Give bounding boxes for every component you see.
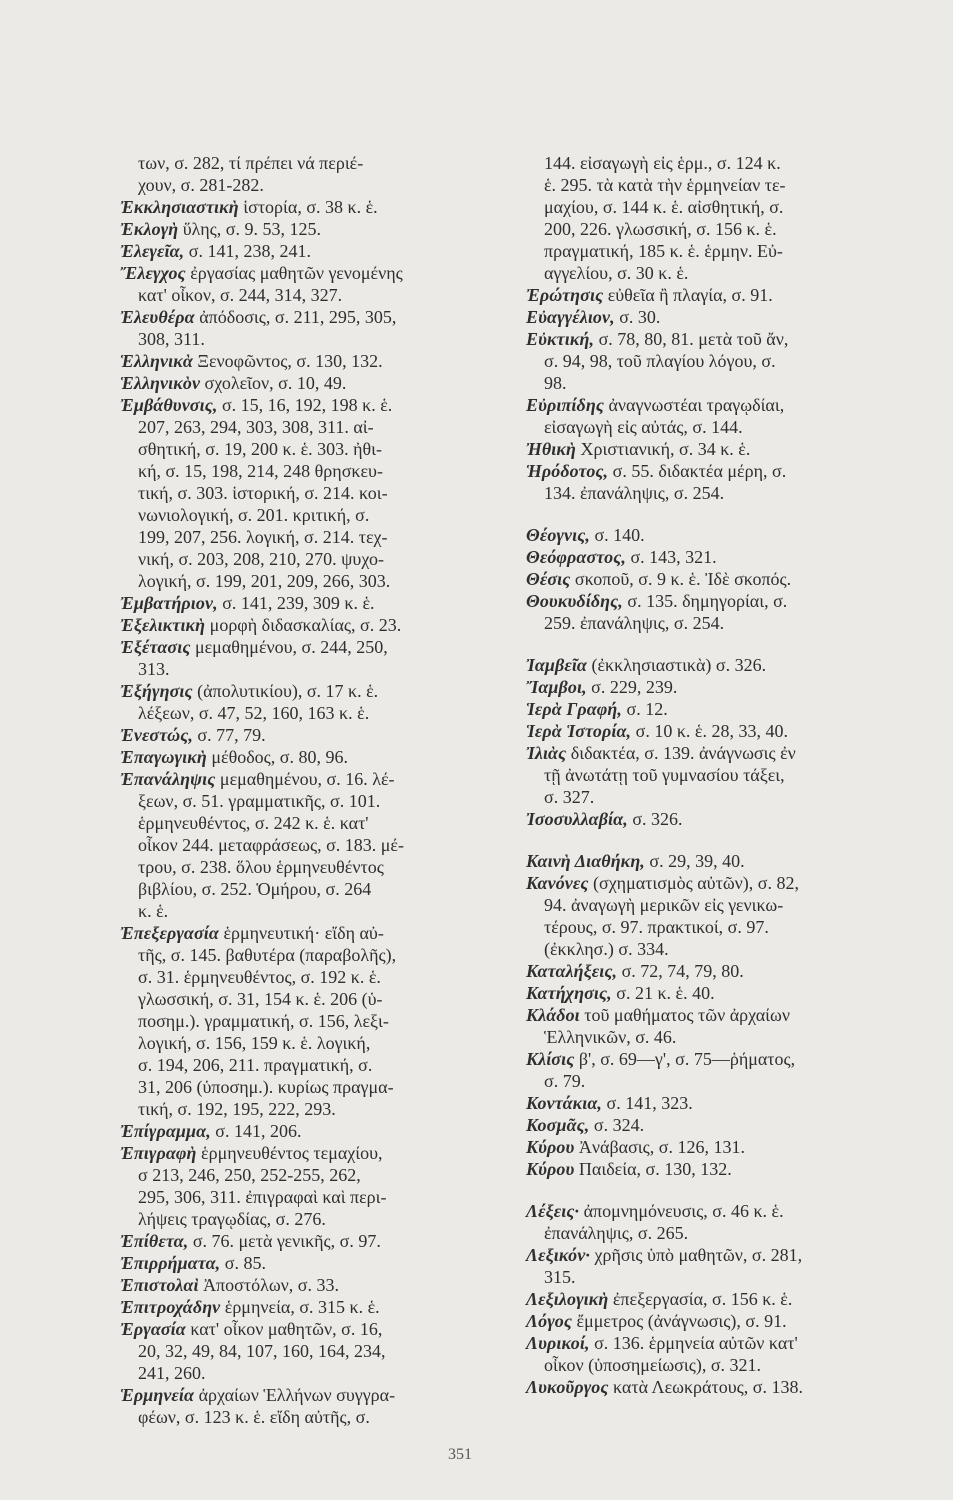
- index-continuation-line: [120, 328, 478, 350]
- index-continuation-line: [120, 1054, 478, 1076]
- index-entry-text: ἱστορία, σ. 38 κ. ἑ.: [243, 197, 378, 217]
- index-headword: Εὐριπίδης: [526, 395, 604, 415]
- index-entry-text: τῆς, σ. 145. βαθυτέρα (παραβολῆς),: [138, 945, 397, 965]
- index-entry-line: [120, 1274, 478, 1296]
- index-entry-text: πραγματική, 185 κ. ἑ. ἑρμην. Εὐ-: [544, 241, 783, 261]
- index-entry-text: λέξεων, σ. 47, 52, 160, 163 κ. ἑ.: [138, 703, 370, 723]
- index-headword: Θεόφραστος,: [526, 547, 626, 567]
- index-entry-text: ἑρμηνευθέντος, σ. 242 κ. ἑ. κατ': [138, 813, 369, 833]
- index-continuation-line: [120, 482, 478, 504]
- index-entry-line: [526, 808, 874, 830]
- index-continuation-line: [526, 894, 874, 916]
- index-headword: Καινὴ Διαθήκη,: [526, 851, 645, 871]
- index-continuation-line: [526, 196, 874, 218]
- index-entry-text: 199, 207, 256. λογική, σ. 214. τεχ-: [138, 527, 388, 547]
- index-headword: Ἡρόδοτος,: [526, 461, 609, 481]
- index-entry-text: σ. 143, 321.: [630, 547, 717, 567]
- index-entry-text: Ἑλληνικῶν, σ. 46.: [544, 1027, 677, 1047]
- index-continuation-line: [120, 878, 478, 900]
- index-entry-text: 94. ἀναγωγὴ μερικῶν εἰς γενικω-: [544, 895, 784, 915]
- index-entry-line: [526, 1114, 874, 1136]
- index-entry-text: κατὰ Λεωκράτους, σ. 138.: [613, 1377, 803, 1397]
- index-entry-text: διδακτέα, σ. 139. ἀνάγνωσις ἐν: [570, 743, 796, 763]
- index-entry-text: 259. ἐπανάληψις, σ. 254.: [544, 613, 725, 633]
- index-entry-line: [526, 720, 874, 742]
- index-continuation-line: [526, 786, 874, 808]
- index-entry-line: [526, 1376, 874, 1398]
- index-entry-text: μεμαθημένου, σ. 244, 250,: [194, 637, 388, 657]
- index-continuation-line: [120, 966, 478, 988]
- index-continuation-line: [526, 482, 874, 504]
- index-headword: Λεξικόν·: [526, 1245, 590, 1265]
- index-entry-text: Ἀποστόλων, σ. 33.: [203, 1275, 340, 1295]
- index-entry-text: τοῦ μαθήματος τῶν ἀρχαίων: [584, 1005, 790, 1025]
- index-entry-text: ἐπανάληψις, σ. 265.: [544, 1223, 689, 1243]
- index-continuation-line: [120, 1098, 478, 1120]
- index-entry-text: σ. 85.: [224, 1253, 266, 1273]
- index-continuation-line: [120, 1010, 478, 1032]
- index-continuation-line: [526, 612, 874, 634]
- index-entry-text: σ. 140.: [594, 525, 645, 545]
- index-entry-line: [526, 1288, 874, 1310]
- index-entry-text: σ. 135. δημηγορίαι, σ.: [627, 591, 788, 611]
- index-continuation-line: [120, 812, 478, 834]
- index-entry-text: των, σ. 282, τί πρέπει νά περιέ-: [138, 153, 364, 173]
- index-continuation-line: [526, 262, 874, 284]
- index-entry-text: ἔμμετρος (ἀνάγνωσις), σ. 91.: [576, 1311, 787, 1331]
- index-entry-line: [526, 590, 874, 612]
- index-entry-line: [526, 460, 874, 482]
- index-entry-line: [526, 1244, 874, 1266]
- index-headword: Ἠθικὴ: [526, 439, 577, 459]
- index-entry-line: [120, 372, 478, 394]
- index-continuation-line: [526, 350, 874, 372]
- index-entry-line: [526, 1200, 874, 1222]
- index-entry-text: σ. 324.: [593, 1115, 645, 1135]
- index-headword: Ἴαμβοι,: [526, 677, 587, 697]
- index-entry-text: μέθοδος, σ. 80, 96.: [211, 747, 349, 767]
- index-entry-text: (σχηματισμὸς αὐτῶν), σ. 82,: [593, 873, 799, 893]
- index-entry-line: [526, 1332, 874, 1354]
- index-entry-line: [120, 240, 478, 262]
- index-continuation-line: [526, 916, 874, 938]
- index-headword: Κλίσις: [526, 1049, 575, 1069]
- index-entry-text: τρου, σ. 238. ὅλου ἑρμηνευθέντος: [138, 857, 384, 877]
- index-continuation-line: [120, 988, 478, 1010]
- index-entry-text: 313.: [138, 659, 170, 679]
- index-headword: Ἐνεστώς,: [120, 725, 193, 745]
- index-entry-text: 207, 263, 294, 303, 308, 311. αἰ-: [138, 417, 374, 437]
- index-headword: Ἐπανάληψις: [120, 769, 216, 789]
- index-headword: Ἐμβατήριον,: [120, 593, 218, 613]
- index-entry-text: Ἀνάβασις, σ. 126, 131.: [578, 1137, 745, 1157]
- index-continuation-line: [526, 764, 874, 786]
- index-continuation-line: [120, 548, 478, 570]
- index-continuation-line: [120, 152, 478, 174]
- index-entry-text: ἀπόδοσις, σ. 211, 295, 305,: [199, 307, 397, 327]
- index-headword: Ἱερὰ Γραφή,: [526, 699, 622, 719]
- index-entry-line: [526, 1136, 874, 1158]
- index-entry-text: νική, σ. 203, 208, 210, 270. ψυχο-: [138, 549, 384, 569]
- index-entry-text: 295, 306, 311. ἐπιγραφαὶ καὶ περι-: [138, 1187, 387, 1207]
- index-entry-text: σ. 55. διδακτέα μέρη, σ.: [612, 461, 787, 481]
- index-entry-line: [526, 568, 874, 590]
- index-entry-text: σ. 141, 206.: [215, 1121, 302, 1141]
- index-letter-section: [120, 152, 478, 1428]
- index-headword: Λυρικοί,: [526, 1333, 590, 1353]
- index-continuation-line: [120, 790, 478, 812]
- index-headword: Θέογνις,: [526, 525, 590, 545]
- index-entry-text: 241, 260.: [138, 1363, 206, 1383]
- index-entry-line: [526, 960, 874, 982]
- index-entry-line: [526, 328, 874, 350]
- index-entry-line: [120, 350, 478, 372]
- index-continuation-line: [120, 1186, 478, 1208]
- index-entry-text: σ. 31. ἑρμηνευθέντος, σ. 192 κ. ἑ.: [138, 967, 381, 987]
- index-letter-section: [526, 524, 874, 634]
- index-headword: Ἐπίγραμμα,: [120, 1121, 211, 1141]
- index-entry-line: [120, 724, 478, 746]
- index-continuation-line: [526, 372, 874, 394]
- index-headword: Ἐπεξεργασία: [120, 923, 219, 943]
- index-continuation-line: [120, 1032, 478, 1054]
- index-entry-text: κατ' οἶκον μαθητῶν, σ. 16,: [190, 1319, 383, 1339]
- index-entry-text: σθητική, σ. 19, 200 κ. ἑ. 303. ἠθι-: [138, 439, 383, 459]
- index-headword: Ἐλευθέρα: [120, 307, 195, 327]
- index-headword: Ἐργασία: [120, 1319, 186, 1339]
- index-entry-text: γλωσσική, σ. 31, 154 κ. ἑ. 206 (ὑ-: [138, 989, 383, 1009]
- index-entry-text: εὐθεῖα ἢ πλαγία, σ. 91.: [607, 285, 773, 305]
- index-entry-line: [120, 746, 478, 768]
- index-continuation-line: [526, 1354, 874, 1376]
- index-entry-text: κατ' οἶκον, σ. 244, 314, 327.: [138, 285, 343, 305]
- index-entry-text: ἀπομνημόνευσις, σ. 46 κ. ἑ.: [583, 1201, 784, 1221]
- index-continuation-line: [120, 658, 478, 680]
- index-entry-text: μεμαθημένου, σ. 16. λέ-: [219, 769, 395, 789]
- index-entry-line: [120, 1384, 478, 1406]
- index-entry-text: κή, σ. 15, 198, 214, 248 θρησκευ-: [138, 461, 383, 481]
- index-continuation-line: [120, 526, 478, 548]
- index-entry-line: [120, 592, 478, 614]
- index-entry-text: σ. 79.: [544, 1071, 586, 1091]
- index-headword: Ἐξέτασις: [120, 637, 191, 657]
- index-entry-text: 200, 226. γλωσσική, σ. 156 κ. ἑ.: [544, 219, 777, 239]
- index-headword: Εὐαγγέλιον,: [526, 307, 615, 327]
- index-entry-text: (ἀπολυτικίου), σ. 17 κ. ἑ.: [197, 681, 379, 701]
- index-headword: Ἐξήγησις: [120, 681, 193, 701]
- index-headword: Κανόνες: [526, 873, 589, 893]
- index-headword: Λυκοῦργος: [526, 1377, 609, 1397]
- index-continuation-line: [120, 944, 478, 966]
- index-entry-text: ἑρμηνεία, σ. 315 κ. ἑ.: [224, 1297, 380, 1317]
- index-headword: Ἔλεγχος: [120, 263, 186, 283]
- index-continuation-line: [120, 416, 478, 438]
- index-continuation-line: [120, 1406, 478, 1428]
- index-continuation-line: [120, 570, 478, 592]
- index-entry-line: [120, 614, 478, 636]
- index-headword: Ἑλληνικὰ: [120, 351, 193, 371]
- index-entry-line: [526, 546, 874, 568]
- index-entry-line: [120, 636, 478, 658]
- index-headword: Ἐπιτροχάδην: [120, 1297, 221, 1317]
- index-headword: Ἑρμηνεία: [120, 1385, 195, 1405]
- index-headword: Ἐπαγωγικὴ: [120, 747, 207, 767]
- index-entry-line: [526, 654, 874, 676]
- index-entry-line: [120, 306, 478, 328]
- index-headword: Εὐκτική,: [526, 329, 595, 349]
- index-entry-text: λήψεις τραγῳδίας, σ. 276.: [138, 1209, 326, 1229]
- index-letter-section: [526, 1200, 874, 1398]
- index-entry-line: [120, 922, 478, 944]
- index-entry-line: [120, 768, 478, 790]
- index-continuation-line: [120, 1362, 478, 1384]
- index-entry-text: σ. 327.: [544, 787, 595, 807]
- index-entry-line: [526, 982, 874, 1004]
- index-entry-text: αγγελίου, σ. 30 κ. ἑ.: [544, 263, 689, 283]
- index-entry-text: τῇ ἀνωτάτῃ τοῦ γυμνασίου τάξει,: [544, 765, 785, 785]
- index-entry-text: σ. 12.: [626, 699, 668, 719]
- index-headword: Ἱερὰ Ἱστορία,: [526, 721, 632, 741]
- index-continuation-line: [526, 240, 874, 262]
- index-entry-line: [120, 1296, 478, 1318]
- index-headword: Κύρου: [526, 1159, 575, 1179]
- index-continuation-line: [120, 174, 478, 196]
- index-entry-text: ἑρμηνευθέντος τεμαχίου,: [201, 1143, 383, 1163]
- index-entry-text: Ξενοφῶντος, σ. 130, 132.: [197, 351, 383, 371]
- index-entry-text: λογική, σ. 199, 201, 209, 266, 303.: [138, 571, 391, 591]
- index-continuation-line: [120, 1076, 478, 1098]
- index-entry-text: σ. 94, 98, τοῦ πλαγίου λόγου, σ.: [544, 351, 776, 371]
- index-entry-text: κ. ἑ.: [138, 901, 169, 921]
- index-continuation-line: [526, 152, 874, 174]
- index-continuation-line: [120, 702, 478, 724]
- index-entry-line: [526, 1310, 874, 1332]
- index-entry-text: 144. εἰσαγωγὴ εἰς ἑρμ., σ. 124 κ.: [544, 153, 781, 173]
- index-entry-line: [526, 872, 874, 894]
- index-entry-line: [526, 850, 874, 872]
- index-entry-line: [526, 394, 874, 416]
- index-entry-text: Χριστιανική, σ. 34 κ. ἑ.: [580, 439, 751, 459]
- index-entry-text: σκοποῦ, σ. 9 κ. ἑ. Ἰδὲ σκοπός.: [574, 569, 792, 589]
- index-headword: Θέσις: [526, 569, 571, 589]
- index-entry-text: ἀρχαίων Ἑλλήνων συγγρα-: [198, 1385, 396, 1405]
- index-headword: Ἐρώτησις: [526, 285, 604, 305]
- index-continuation-line: [526, 218, 874, 240]
- index-entry-text: σ. 136. ἑρμηνεία αὐτῶν κατ': [594, 1333, 798, 1353]
- index-entry-text: οἶκον 244. μεταφράσεως, σ. 183. μέ-: [138, 835, 404, 855]
- index-headword: Ἐπιγραφὴ: [120, 1143, 197, 1163]
- index-headword: Κύρου: [526, 1137, 575, 1157]
- index-entry-text: ἑ. 295. τὰ κατὰ τὴν ἑρμηνείαν τε-: [544, 175, 786, 195]
- index-entry-line: [526, 306, 874, 328]
- index-headword: Ἐλεγεῖα,: [120, 241, 185, 261]
- index-headword: Κοσμᾶς,: [526, 1115, 590, 1135]
- index-entry-line: [526, 1092, 874, 1114]
- index-entry-text: 134. ἐπανάληψις, σ. 254.: [544, 483, 725, 503]
- index-entry-line: [526, 1158, 874, 1180]
- index-entry-text: σ. 29, 39, 40.: [649, 851, 745, 871]
- index-headword: Ἐξελικτικὴ: [120, 615, 206, 635]
- index-continuation-line: [526, 1222, 874, 1244]
- index-entry-text: σ. 30.: [619, 307, 661, 327]
- index-entry-text: σ. 326.: [632, 809, 683, 829]
- index-continuation-line: [526, 1266, 874, 1288]
- index-headword: Ἐμβάθυνσις,: [120, 395, 218, 415]
- index-letter-section: [526, 654, 874, 830]
- index-entry-line: [526, 284, 874, 306]
- index-entry-text: σ 213, 246, 250, 252-255, 262,: [138, 1165, 361, 1185]
- index-entry-text: ξεων, σ. 51. γραμματικῆς, σ. 101.: [138, 791, 381, 811]
- index-entry-text: σ. 229, 239.: [591, 677, 678, 697]
- index-headword: Ἐκκλησιαστικὴ: [120, 197, 239, 217]
- index-entry-text: ὕλης, σ. 9. 53, 125.: [182, 219, 321, 239]
- index-entry-line: [526, 524, 874, 546]
- index-entry-text: σ. 194, 206, 211. πραγματική, σ.: [138, 1055, 373, 1075]
- index-entry-text: βιβλίου, σ. 252. Ὁμήρου, σ. 264: [138, 879, 372, 899]
- index-entry-line: [120, 1252, 478, 1274]
- index-entry-line: [120, 680, 478, 702]
- index-letter-section: [526, 152, 874, 504]
- index-entry-text: χουν, σ. 281-282.: [138, 175, 264, 195]
- index-entry-text: σχολεῖον, σ. 10, 49.: [204, 373, 347, 393]
- index-entry-text: σ. 15, 16, 192, 198 κ. ἑ.: [221, 395, 393, 415]
- index-entry-line: [120, 1142, 478, 1164]
- index-entry-text: σ. 77, 79.: [197, 725, 266, 745]
- index-column-left: [120, 152, 478, 1428]
- index-entry-text: σ. 141, 238, 241.: [188, 241, 311, 261]
- index-headword: Ἐπιρρήματα,: [120, 1253, 221, 1273]
- index-entry-text: λογική, σ. 156, 159 κ. ἑ. λογική,: [138, 1033, 371, 1053]
- index-entry-line: [526, 438, 874, 460]
- page-number: 351: [448, 1446, 472, 1463]
- index-headword: Λέξεις·: [526, 1201, 580, 1221]
- index-entry-text: ἐπεξεργασία, σ. 156 κ. ἑ.: [612, 1289, 793, 1309]
- index-entry-line: [120, 262, 478, 284]
- index-entry-line: [526, 1048, 874, 1070]
- index-entry-text: Παιδεία, σ. 130, 132.: [578, 1159, 732, 1179]
- index-entry-text: τική, σ. 192, 195, 222, 293.: [138, 1099, 336, 1119]
- index-entry-text: 31, 206 (ὑποσημ.). κυρίως πραγμα-: [138, 1077, 394, 1097]
- index-headword: Ἐπιστολαὶ: [120, 1275, 199, 1295]
- index-entry-line: [120, 394, 478, 416]
- index-continuation-line: [526, 1070, 874, 1092]
- index-entry-text: 98.: [544, 373, 567, 393]
- index-entry-line: [526, 698, 874, 720]
- index-entry-text: τική, σ. 303. ἱστορική, σ. 214. κοι-: [138, 483, 388, 503]
- index-entry-text: (ἐκκλησιαστικὰ) σ. 326.: [591, 655, 767, 675]
- index-continuation-line: [120, 900, 478, 922]
- index-entry-line: [120, 1230, 478, 1252]
- index-entry-text: μαχίου, σ. 144 κ. ἑ. αἰσθητική, σ.: [544, 197, 784, 217]
- index-entry-text: σ. 78, 80, 81. μετὰ τοῦ ἄν,: [598, 329, 789, 349]
- index-entry-text: ἑρμηνευτική· εἴδη αὐ-: [223, 923, 384, 943]
- index-entry-text: ποσημ.). γραμματική, σ. 156, λεξι-: [138, 1011, 389, 1031]
- index-entry-line: [526, 742, 874, 764]
- index-headword: Ἰσοσυλλαβία,: [526, 809, 628, 829]
- index-entry-line: [526, 676, 874, 698]
- index-continuation-line: [120, 438, 478, 460]
- index-entry-line: [120, 218, 478, 240]
- index-entry-text: τέρους, σ. 97. πρακτικοί, σ. 97.: [544, 917, 769, 937]
- index-entry-text: β', σ. 69—γ', σ. 75—ῥήματος,: [578, 1049, 796, 1069]
- index-entry-text: σ. 72, 74, 79, 80.: [621, 961, 744, 981]
- index-continuation-line: [526, 174, 874, 196]
- index-continuation-line: [120, 1340, 478, 1362]
- index-continuation-line: [120, 504, 478, 526]
- index-entry-text: μορφὴ διδασκαλίας, σ. 23.: [209, 615, 402, 635]
- index-entry-text: ἀναγνωστέαι τραγῳδίαι,: [608, 395, 785, 415]
- index-entry-line: [526, 1004, 874, 1026]
- index-entry-text: σ. 141, 239, 309 κ. ἑ.: [222, 593, 375, 613]
- index-entry-text: σ. 76. μετὰ γενικῆς, σ. 97.: [192, 1231, 381, 1251]
- index-headword: Λεξιλογικὴ: [526, 1289, 609, 1309]
- index-continuation-line: [120, 284, 478, 306]
- index-headword: Ἐπίθετα,: [120, 1231, 189, 1251]
- index-entry-text: χρῆσις ὑπὸ μαθητῶν, σ. 281,: [594, 1245, 803, 1265]
- index-headword: Κατήχησις,: [526, 983, 612, 1003]
- index-entry-text: (ἐκκλησ.) σ. 334.: [544, 939, 669, 959]
- index-continuation-line: [526, 938, 874, 960]
- index-entry-text: φέων, σ. 123 κ. ἑ. εἴδη αὐτῆς, σ.: [138, 1407, 370, 1427]
- index-entry-text: 20, 32, 49, 84, 107, 160, 164, 234,: [138, 1341, 386, 1361]
- index-letter-section: [526, 850, 874, 1180]
- index-entry-text: σ. 141, 323.: [606, 1093, 693, 1113]
- index-headword: Κλάδοι: [526, 1005, 580, 1025]
- index-entry-text: εἰσαγωγὴ εἰς αὐτάς, σ. 144.: [544, 417, 743, 437]
- index-entry-line: [120, 1120, 478, 1142]
- index-entry-line: [120, 196, 478, 218]
- index-headword: Λόγος: [526, 1311, 573, 1331]
- index-headword: Ἰλιὰς: [526, 743, 567, 763]
- index-entry-text: οἶκον (ὑποσημείωσις), σ. 321.: [544, 1355, 762, 1375]
- index-entry-text: σ. 21 κ. ἑ. 40.: [616, 983, 715, 1003]
- index-entry-text: ἐργασίας μαθητῶν γενομένης: [190, 263, 403, 283]
- index-continuation-line: [120, 834, 478, 856]
- index-entry-text: 308, 311.: [138, 329, 205, 349]
- index-headword: Ἐκλογὴ: [120, 219, 179, 239]
- index-entry-line: [120, 1318, 478, 1340]
- index-continuation-line: [120, 856, 478, 878]
- index-headword: Κοντάκια,: [526, 1093, 603, 1113]
- index-entry-text: σ. 10 κ. ἑ. 28, 33, 40.: [635, 721, 788, 741]
- index-entry-text: νωνιολογική, σ. 201. κριτική, σ.: [138, 505, 370, 525]
- index-column-right: [526, 152, 874, 1398]
- index-continuation-line: [120, 1208, 478, 1230]
- index-entry-text: 315.: [544, 1267, 576, 1287]
- index-continuation-line: [120, 460, 478, 482]
- index-headword: Ἑλληνικὸν: [120, 373, 201, 393]
- index-headword: Καταλήξεις,: [526, 961, 618, 981]
- index-continuation-line: [526, 1026, 874, 1048]
- index-continuation-line: [120, 1164, 478, 1186]
- index-headword: Ἰαμβεῖα: [526, 655, 587, 675]
- index-headword: Θουκυδίδης,: [526, 591, 623, 611]
- index-continuation-line: [526, 416, 874, 438]
